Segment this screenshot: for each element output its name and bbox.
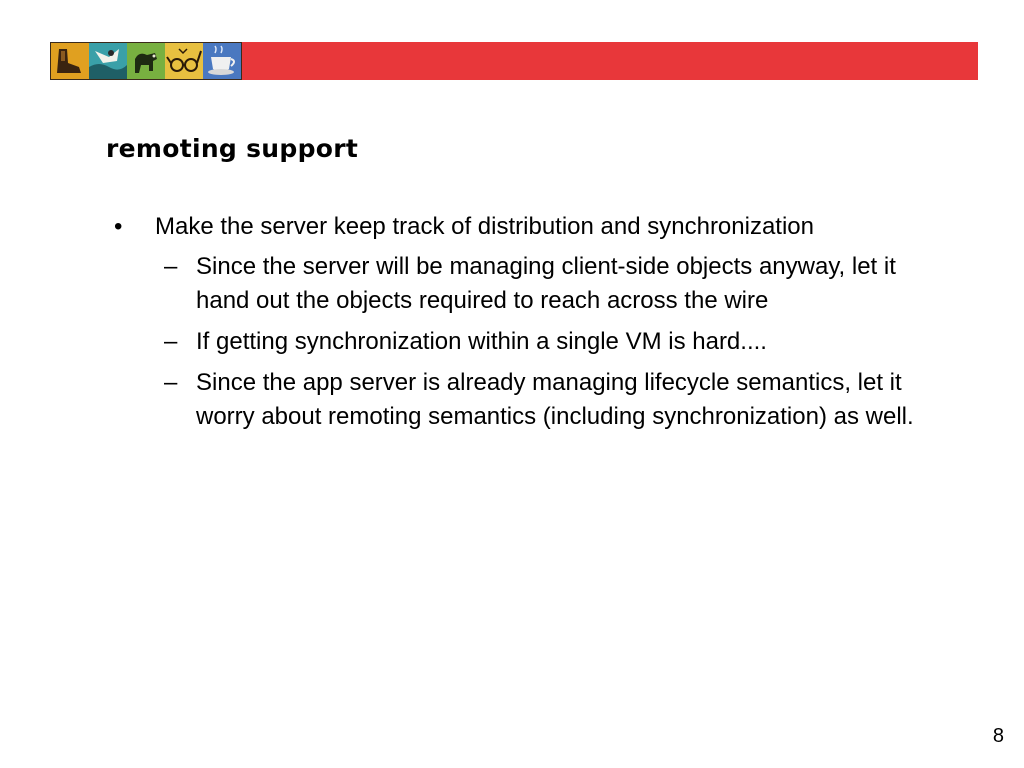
sub-bullet-item [164,366,924,434]
bullet-list [110,210,970,441]
slide-title: remoting support [106,134,359,163]
sub-bullet-text: Since the server will be managing client-side objects anyway, let it hand out the objects required to reach across the wire [196,253,896,314]
glasses-icon [165,43,203,79]
sub-bullet-item [164,325,924,359]
header-icon-strip [50,42,242,80]
sub-bullet-marker: – [164,253,178,280]
bullet-item [110,210,970,244]
shoe-icon [51,43,89,79]
sub-bullet-text: If getting synchronization within a single VM is hard.... [196,328,767,355]
teacup-icon [203,43,241,79]
wave-figure-icon [89,43,127,79]
sub-bullet-item [164,250,924,318]
sub-bullet-marker: – [164,328,178,355]
sub-bullet-marker: – [164,369,178,396]
bullet-marker: • [114,213,123,240]
dog-icon [127,43,165,79]
bullet-text: Make the server keep track of distribution and synchronization [155,213,815,240]
sub-bullet-text: Since the app server is already managing lifecycle semantics, let it worry about remoting semantics (including synchronization) as well. [196,369,914,430]
page-number: 8 [992,725,1004,747]
